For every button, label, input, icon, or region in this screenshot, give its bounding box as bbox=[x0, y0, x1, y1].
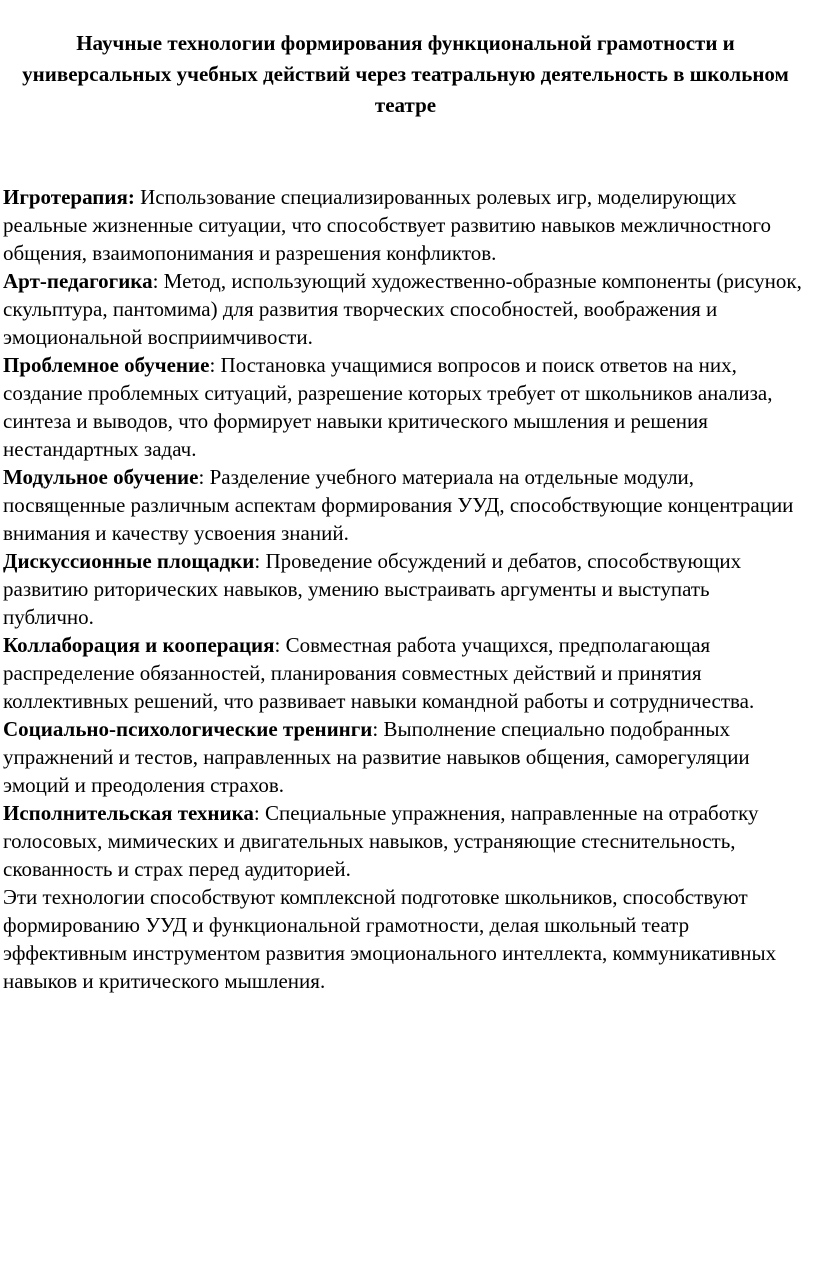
item-term: Коллаборация и кооперация bbox=[3, 633, 275, 657]
item-separator: : bbox=[274, 633, 281, 657]
document-body bbox=[3, 183, 802, 995]
document-title: Научные технологии формирования функциональной грамотности и универсальных учебных действий через театральную деятельность в школьном театре bbox=[22, 31, 789, 117]
item-art-pedagogy bbox=[3, 267, 802, 351]
item-social-trainings bbox=[3, 715, 802, 799]
item-text: Специальные упражнения, направленные на отработку голосовых, мимических и двигательных навыков, устраняющие стеснительность, скованность и страх перед аудиторией. bbox=[3, 801, 759, 881]
item-text: Совместная работа учащихся, предполагающая распределение обязанностей, планирования совместных действий и принятия коллективных решений, что развивает навыки командной работы и сотрудничества. bbox=[3, 633, 755, 713]
item-term: Арт-педагогика bbox=[3, 269, 153, 293]
conclusion-paragraph: Эти технологии способствуют комплексной подготовке школьников, способствуют формированию УУД и функциональной грамотности, делая школьный театр эффективным инструментом развития эмоционального интеллекта, коммуникативных навыков и критического мышления. bbox=[3, 885, 777, 993]
item-term: Исполнительская техника bbox=[3, 801, 254, 825]
item-term: Социально-психологические тренинги bbox=[3, 717, 373, 741]
item-text: Выполнение специально подобранных упражнений и тестов, направленных на развитие навыков общения, саморегуляции эмоций и преодоления страхов. bbox=[3, 717, 750, 797]
item-term: Проблемное обучение bbox=[3, 353, 210, 377]
item-text: Постановка учащимися вопросов и поиск ответов на них, создание проблемных ситуаций, разрешение которых требует от школьников анализа, синтеза и выводов, что формирует навыки критического мышления и решения нестандартных задач. bbox=[3, 353, 773, 461]
item-performance-technique bbox=[3, 799, 802, 883]
item-separator: : bbox=[209, 353, 216, 377]
item-modular-learning bbox=[3, 463, 802, 547]
item-separator: : bbox=[198, 465, 205, 489]
item-separator: : bbox=[152, 269, 159, 293]
item-problem-learning bbox=[3, 351, 802, 463]
item-separator: : bbox=[253, 801, 260, 825]
item-separator: : bbox=[372, 717, 379, 741]
item-term: Игротерапия: bbox=[3, 185, 135, 209]
item-text: Метод, использующий художественно-образные компоненты (рисунок, скульптура, пантомима) для развития творческих способностей, воображения и эмоциональной восприимчивости. bbox=[3, 269, 802, 349]
item-discussion-platforms bbox=[3, 547, 802, 631]
item-text: Проведение обсуждений и дебатов, способствующих развитию риторических навыков, умению выстраивать аргументы и выступать публично. bbox=[3, 549, 742, 629]
item-game-therapy bbox=[3, 183, 802, 267]
item-term: Дискуссионные площадки bbox=[3, 549, 255, 573]
item-text: Разделение учебного материала на отдельные модули, посвященные различным аспектам формирования УУД, способствующие концентрации внимания и качеству усвоения знаний. bbox=[3, 465, 794, 545]
item-collaboration bbox=[3, 631, 802, 715]
item-text: Использование специализированных ролевых игр, моделирующих реальные жизненные ситуации, что способствует развитию навыков межличностного общения, взаимопонимания и разрешения конфликтов. bbox=[3, 185, 771, 265]
item-term: Модульное обучение bbox=[3, 465, 199, 489]
item-separator: : bbox=[254, 549, 261, 573]
